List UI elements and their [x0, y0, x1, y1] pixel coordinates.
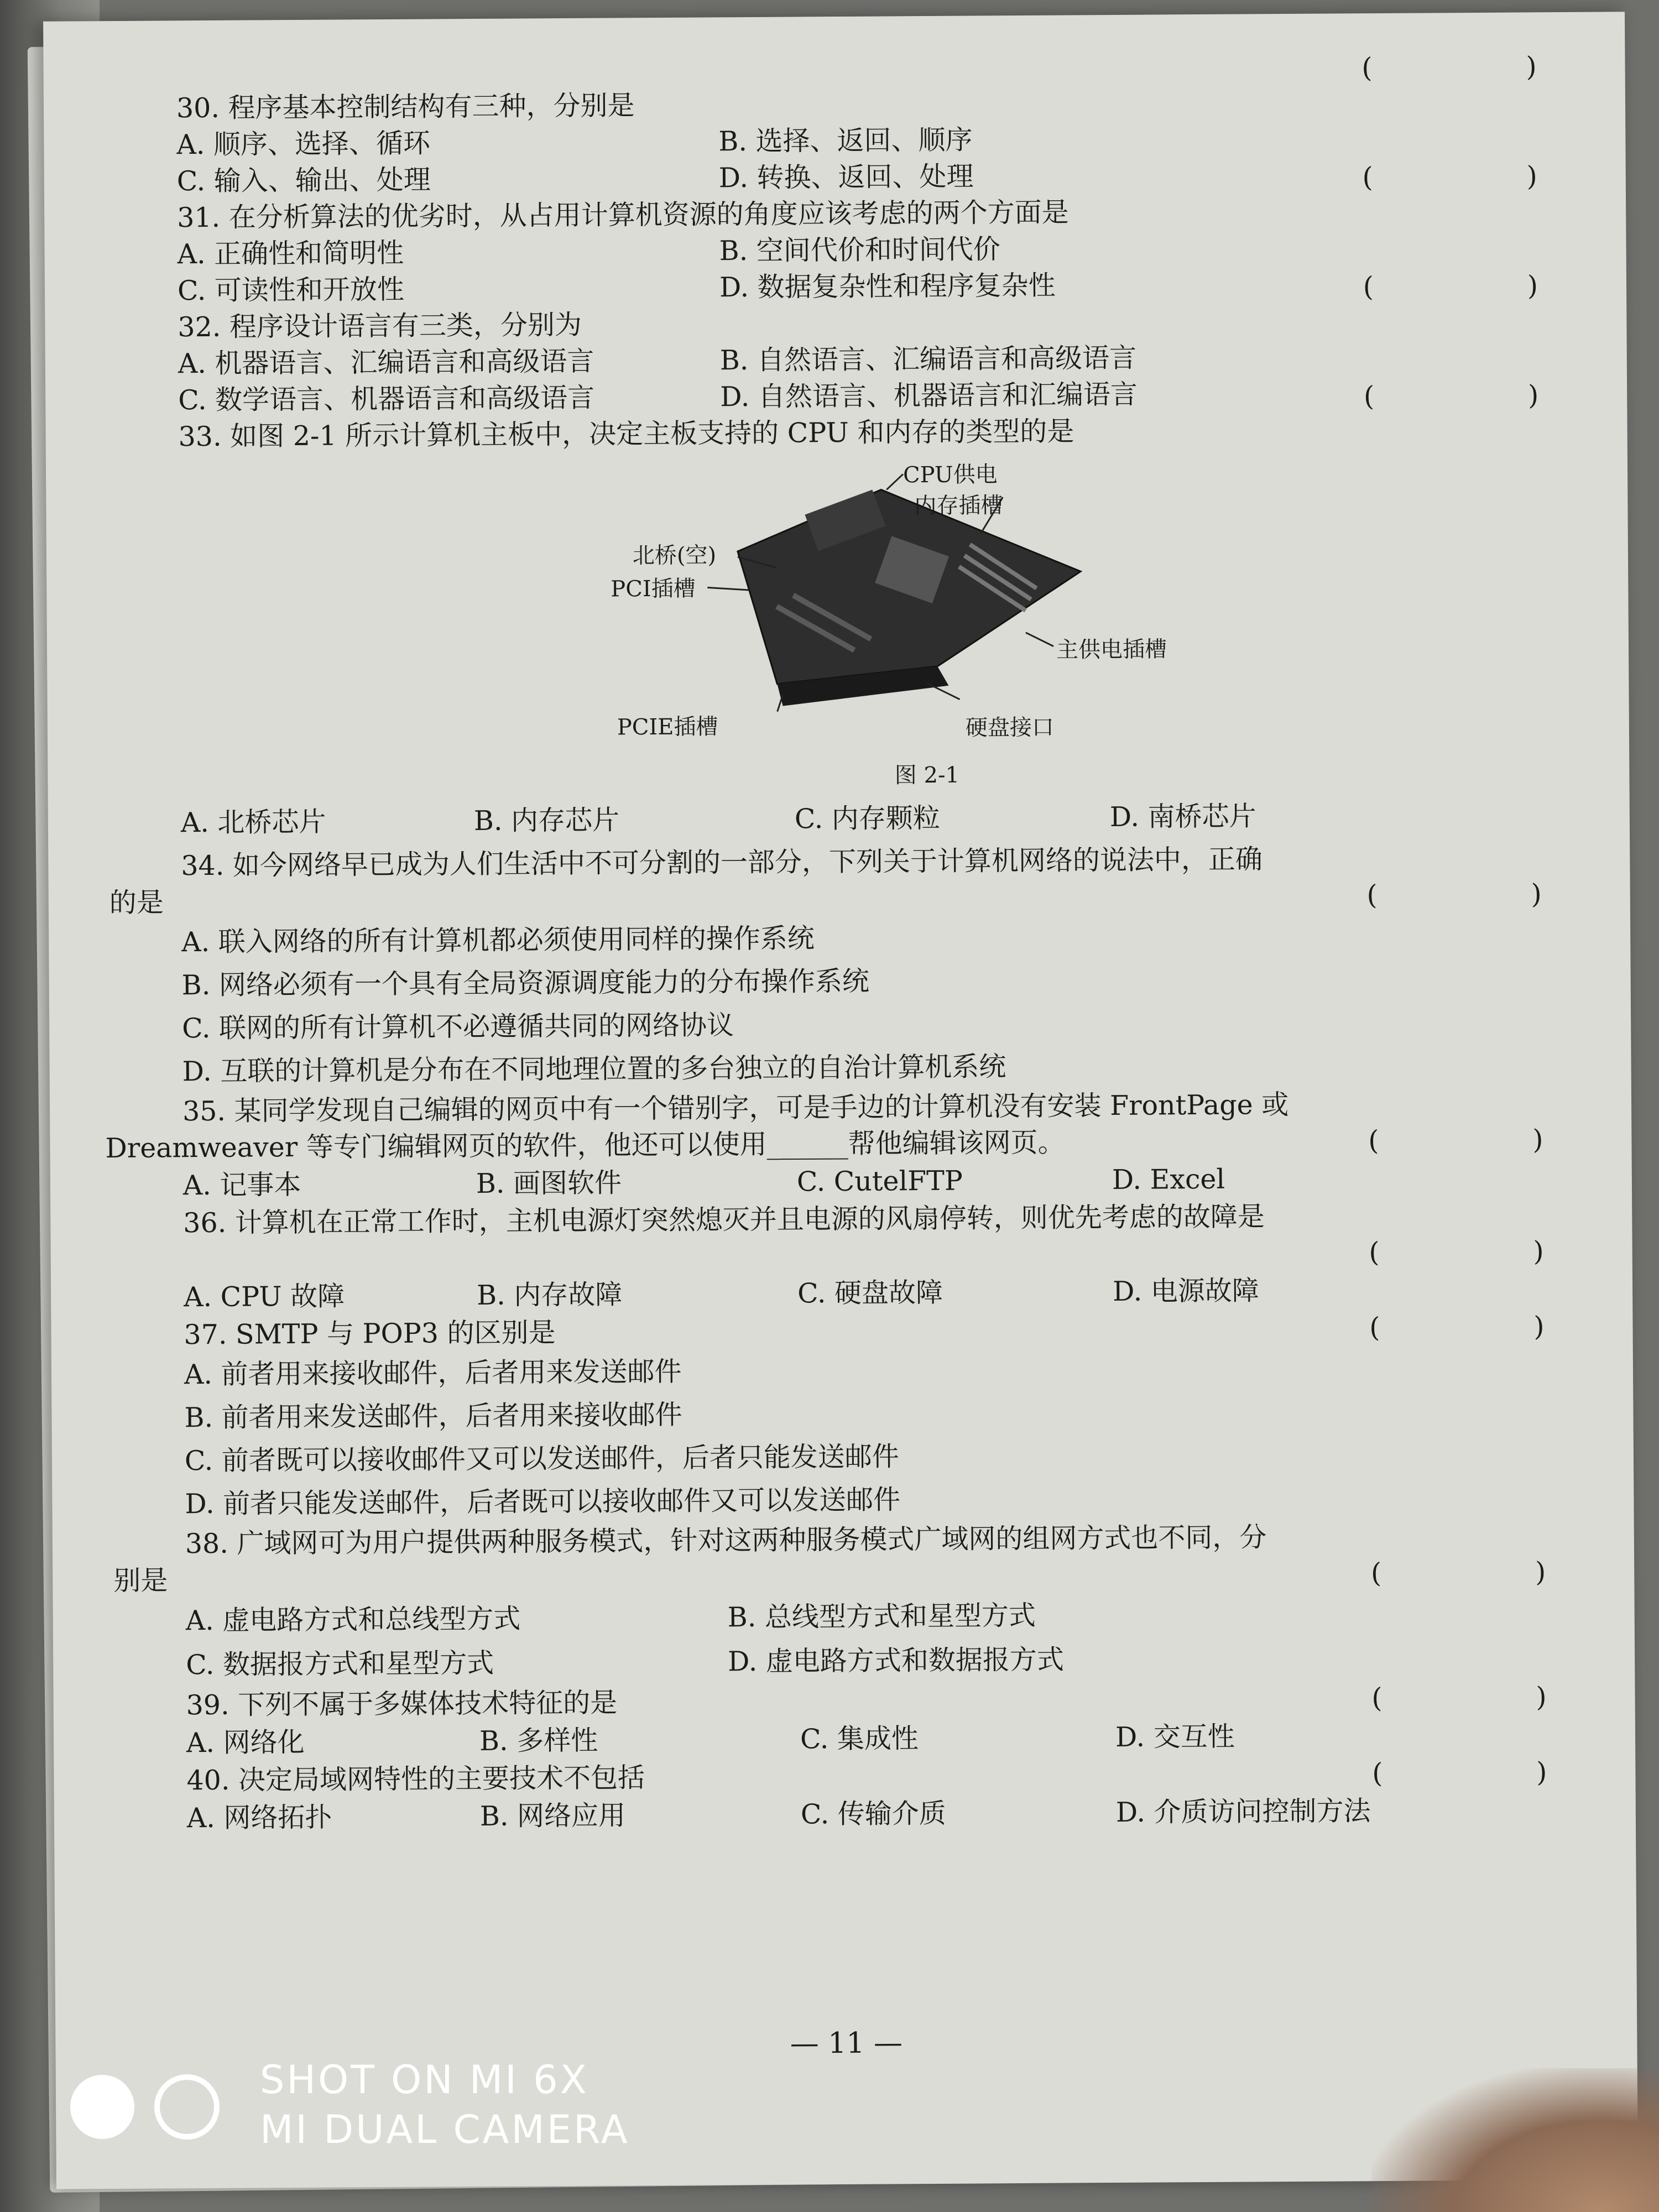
option-d: D. 电源故障 — [1112, 1275, 1259, 1307]
question-stem: 39. 下列不属于多媒体技术特征的是 — [186, 1687, 618, 1721]
option-c: C. 传输介质 — [800, 1797, 946, 1830]
question-stem: 30. 程序基本控制结构有三种，分别是 — [176, 90, 635, 124]
option-a: A. CPU 故障 — [183, 1280, 345, 1313]
question-35 — [105, 1085, 1577, 1166]
question-38 — [113, 1517, 1579, 1599]
watermark-circles-icon — [66, 2068, 232, 2146]
option-b: B. 选择、返回、顺序 — [718, 124, 973, 158]
option-c: C. 可读性和开放性 — [177, 273, 405, 307]
label-pci-slot: PCI插槽 — [611, 576, 696, 602]
option-b: B. 多样性 — [479, 1724, 598, 1757]
option-c: C. 输入、输出、处理 — [176, 164, 431, 197]
question-stem: 36. 计算机在正常工作时，主机电源灯突然熄灭并且电源的风扇停转，则优先考虑的故障是 — [183, 1201, 1265, 1239]
option-b: B. 前者用来发送邮件，后者用来接收邮件 — [184, 1399, 682, 1434]
question-stem: 33. 如图 2-1 所示计算机主板中，决定主板支持的 CPU 和内存的类型的是 — [178, 415, 1074, 453]
finger — [1371, 2068, 1659, 2212]
question-stem-line2: 别是 — [113, 1564, 168, 1597]
answer-paren: ( ) — [1372, 1756, 1580, 1790]
option-a: A. 机器语言、汇编语言和高级语言 — [178, 345, 594, 380]
option-a: A. 网络拓扑 — [186, 1801, 332, 1834]
question-stem-line1: 38. 广域网可为用户提供两种服务模式，针对这两种服务模式广域网的组网方式也不同，分 — [185, 1521, 1267, 1560]
option-a: A. 虚电路方式和总线型方式 — [185, 1603, 521, 1637]
question-33-options — [181, 795, 1574, 842]
question-stem: 37. SMTP 与 POP3 的区别是 — [184, 1317, 556, 1351]
question-33 — [178, 410, 1572, 455]
option-b: B. 空间代价和时间代价 — [719, 233, 1000, 267]
answer-paren: ( ) — [1366, 878, 1575, 911]
question-38-options — [185, 1590, 1579, 1687]
option-c: C. 集成性 — [800, 1723, 919, 1755]
answer-paren: ( ) — [1363, 269, 1572, 303]
question-stem: 40. 决定局域网特性的主要技术不包括 — [186, 1762, 645, 1797]
answer-paren: ( ) — [1368, 1123, 1577, 1157]
answer-paren: ( ) — [1369, 1310, 1578, 1344]
question-37-options — [184, 1345, 1579, 1526]
answer-paren: ( ) — [1363, 379, 1572, 413]
motherboard-figure — [593, 462, 1259, 789]
option-d: D. 虚电路方式和数据报方式 — [728, 1644, 1065, 1678]
page-number: — 11 — — [790, 2026, 903, 2060]
option-a: A. 网络化 — [186, 1726, 305, 1759]
exam-page — [43, 12, 1638, 2189]
option-d: D. 数据复杂性和程序复杂性 — [719, 269, 1056, 304]
option-b: B. 画图软件 — [476, 1167, 622, 1200]
option-b: B. 自然语言、汇编语言和高级语言 — [719, 342, 1137, 377]
label-main-power: 主供电插槽 — [1056, 637, 1167, 663]
answer-paren: ( ) — [1369, 1235, 1577, 1269]
label-memory-slot: 内存插槽 — [914, 493, 1003, 519]
option-d: D. 前者只能发送邮件，后者既可以接收邮件又可以发送邮件 — [185, 1484, 901, 1520]
question-34 — [109, 839, 1575, 921]
option-c: C. 数学语言、机器语言和高级语言 — [178, 382, 595, 416]
option-a: A. 顺序、选择、循环 — [176, 127, 431, 161]
option-a: A. 联入网络的所有计算机都必须使用同样的操作系统 — [181, 922, 815, 958]
option-d: D. 转换、返回、处理 — [718, 160, 974, 194]
question-stem: 32. 程序设计语言有三类，分别为 — [178, 309, 582, 343]
option-c: C. CutelFTP — [796, 1165, 963, 1198]
option-b: B. 内存故障 — [476, 1279, 623, 1312]
label-hdd-interface: 硬盘接口 — [965, 714, 1055, 741]
question-36 — [183, 1197, 1577, 1278]
option-d: D. 互联的计算机是分布在不同地理位置的多台独立的自治计算机系统 — [182, 1051, 1006, 1088]
option-d: D. Excel — [1112, 1163, 1225, 1196]
question-stem: 31. 在分析算法的优劣时，从占用计算机资源的角度应该考虑的两个方面是 — [177, 196, 1069, 234]
option-d: D. 交互性 — [1115, 1720, 1235, 1753]
question-34-options — [181, 912, 1576, 1093]
label-cpu-power: CPU供电 — [902, 462, 998, 488]
option-b: B. 网络必须有一个具有全局资源调度能力的分布操作系统 — [181, 965, 870, 1001]
question-stem-line2: Dreamweaver 等专门编辑网页的软件，他还可以使用______帮他编辑该网页。 — [105, 1126, 1065, 1165]
page-content — [105, 45, 1580, 1838]
watermark-line2: MI DUAL CAMERA — [260, 2107, 630, 2152]
option-b: B. 内存芯片 — [473, 804, 620, 837]
option-b: B. 总线型方式和星型方式 — [727, 1599, 1036, 1634]
label-north-bridge: 北桥(空) — [632, 542, 717, 569]
option-c: C. 联网的所有计算机不必遵循共同的网络协议 — [182, 1009, 734, 1045]
question-stem-line2: 的是 — [109, 886, 164, 919]
option-a: A. 前者用来接收邮件，后者用来发送邮件 — [184, 1355, 682, 1391]
answer-paren: ( ) — [1371, 1681, 1580, 1714]
option-c: C. 数据报方式和星型方式 — [186, 1647, 494, 1681]
option-a: A. 北桥芯片 — [180, 806, 326, 839]
watermark-line1: SHOT ON MI 6X — [260, 2057, 589, 2103]
figure-caption: 图 2-1 — [894, 762, 960, 789]
question-stem-line1: 35. 某同学发现自己编辑的网页中有一个错别字，可是手边的计算机没有安装 FrontPage 或 — [182, 1089, 1289, 1128]
option-d: D. 自然语言、机器语言和汇编语言 — [720, 378, 1138, 413]
option-c: C. 内存颗粒 — [794, 802, 940, 835]
question-stem-line1: 34. 如今网络早已成为人们生活中不可分割的一部分，下列关于计算机网络的说法中，正确 — [181, 843, 1263, 882]
option-a: A. 记事本 — [182, 1168, 301, 1202]
option-b: B. 网络应用 — [479, 1799, 626, 1833]
answer-paren: ( ) — [1361, 50, 1570, 84]
option-a: A. 正确性和简明性 — [177, 237, 404, 270]
option-c: C. 前者既可以接收邮件又可以发送邮件，后者只能发送邮件 — [184, 1441, 900, 1477]
option-c: C. 硬盘故障 — [797, 1276, 943, 1310]
option-d: D. 南桥芯片 — [1109, 800, 1256, 833]
option-d: D. 介质访问控制方法 — [1115, 1795, 1371, 1828]
answer-paren: ( ) — [1362, 160, 1571, 194]
label-pcie-slot: PCIE插槽 — [617, 714, 718, 740]
answer-paren: ( ) — [1370, 1556, 1579, 1589]
